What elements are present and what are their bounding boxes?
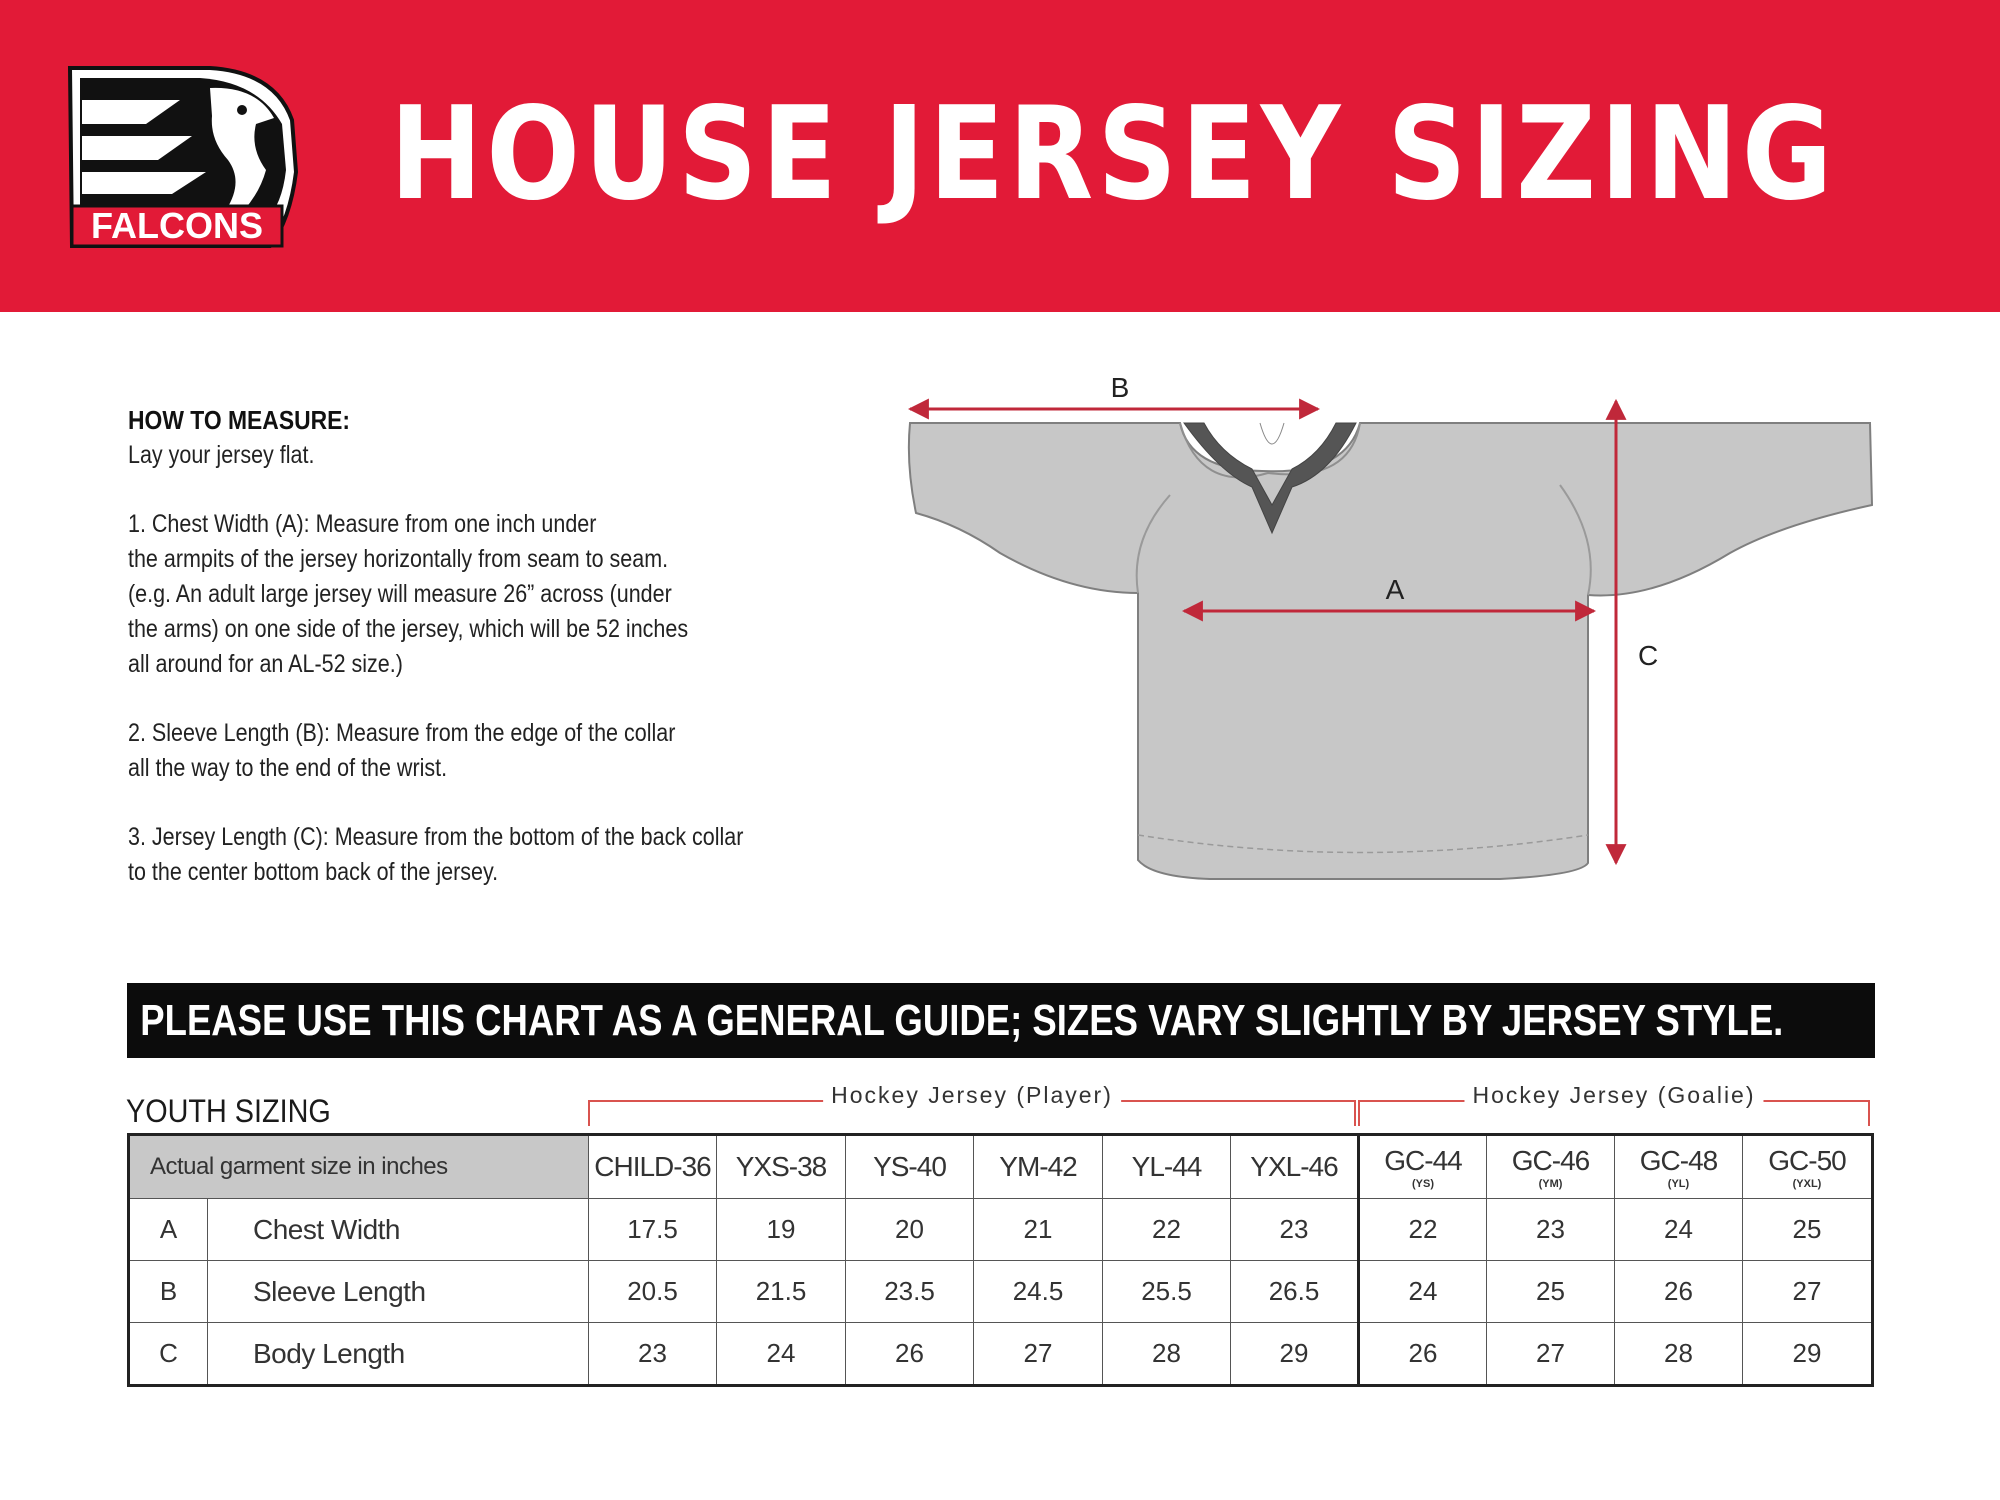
size-cell: 23.5 <box>846 1261 974 1323</box>
size-column-header: YL-44 <box>1103 1135 1231 1199</box>
size-cell: 24 <box>1615 1199 1743 1261</box>
size-column-header: YXS-38 <box>717 1135 846 1199</box>
size-cell: 20 <box>846 1199 974 1261</box>
size-column-header: GC-48 (YL) <box>1615 1135 1743 1199</box>
diagram-label-a: A <box>1385 574 1405 605</box>
size-cell: 24.5 <box>974 1261 1103 1323</box>
guide-banner-text: PLEASE USE THIS CHART AS A GENERAL GUIDE; SIZES VARY SLIGHTLY BY JERSEY STYLE. <box>140 996 1784 1045</box>
size-cell: 27 <box>1743 1261 1873 1323</box>
sleeve-instruction-line: all the way to the end of the wrist. <box>128 754 448 782</box>
row-code: A <box>129 1199 208 1261</box>
size-cell: 17.5 <box>589 1199 717 1261</box>
size-column-header: GC-44 (YS) <box>1359 1135 1487 1199</box>
chest-instruction-line: the arms) on one side of the jersey, which will be 52 inches <box>128 615 689 643</box>
measure-heading: HOW TO MEASURE: <box>128 405 351 435</box>
size-cell: 23 <box>589 1323 717 1386</box>
size-cell: 26 <box>1359 1323 1487 1386</box>
size-column-header: YM-42 <box>974 1135 1103 1199</box>
table-header-row <box>129 1135 1873 1199</box>
measure-intro: Lay your jersey flat. <box>128 441 315 469</box>
size-cell: 25.5 <box>1103 1261 1231 1323</box>
size-cell: 23 <box>1487 1199 1615 1261</box>
table-row <box>129 1323 1873 1386</box>
jersey-illustration <box>909 423 1872 879</box>
size-cell: 21.5 <box>717 1261 846 1323</box>
jersey-diagram <box>880 365 1900 895</box>
size-cell: 26.5 <box>1231 1261 1359 1323</box>
row-name: Chest Width <box>208 1199 589 1261</box>
size-column-header: YXL-46 <box>1231 1135 1359 1199</box>
chest-instruction-line: the armpits of the jersey horizontally from seam to seam. <box>128 545 669 573</box>
size-cell: 24 <box>717 1323 846 1386</box>
size-cell: 22 <box>1359 1199 1487 1261</box>
size-column-header: GC-46 (YM) <box>1487 1135 1615 1199</box>
size-cell: 24 <box>1359 1261 1487 1323</box>
measure-instructions <box>128 402 908 890</box>
size-cell: 23 <box>1231 1199 1359 1261</box>
diagram-label-b: B <box>1110 372 1130 403</box>
size-cell: 27 <box>1487 1323 1615 1386</box>
size-cell: 26 <box>1615 1261 1743 1323</box>
player-group-bracket <box>588 1082 1356 1126</box>
size-cell: 19 <box>717 1199 846 1261</box>
table-row <box>129 1261 1873 1323</box>
chest-instruction-line: all around for an AL-52 size.) <box>128 650 403 678</box>
size-cell: 26 <box>846 1323 974 1386</box>
size-cell: 29 <box>1231 1323 1359 1386</box>
size-cell: 28 <box>1615 1323 1743 1386</box>
length-instruction-line: 3. Jersey Length (C): Measure from the bottom of the back collar <box>128 823 744 851</box>
size-cell: 25 <box>1743 1199 1873 1261</box>
page-title: HOUSE JERSEY SIZING <box>390 80 1837 229</box>
size-cell: 22 <box>1103 1199 1231 1261</box>
header-banner <box>0 0 2000 312</box>
chest-instruction-line: (e.g. An adult large jersey will measure 26” across (under <box>128 580 672 608</box>
size-cell: 20.5 <box>589 1261 717 1323</box>
falcons-logo <box>60 60 300 250</box>
diagram-label-c: C <box>1638 640 1659 671</box>
row-name: Body Length <box>208 1323 589 1386</box>
size-cell: 29 <box>1743 1323 1873 1386</box>
size-column-header: CHILD-36 <box>589 1135 717 1199</box>
row-code: C <box>129 1323 208 1386</box>
size-cell: 25 <box>1487 1261 1615 1323</box>
guide-banner <box>127 983 1875 1058</box>
size-cell: 27 <box>974 1323 1103 1386</box>
table-row <box>129 1199 1873 1261</box>
goalie-group-bracket <box>1358 1082 1870 1126</box>
logo-wordmark: FALCONS <box>90 205 264 246</box>
sleeve-instruction-line: 2. Sleeve Length (B): Measure from the edge of the collar <box>128 719 676 747</box>
size-column-header: GC-50 (YXL) <box>1743 1135 1873 1199</box>
header-label-cell: Actual garment size in inches <box>129 1135 589 1199</box>
size-cell: 28 <box>1103 1323 1231 1386</box>
row-code: B <box>129 1261 208 1323</box>
size-cell: 21 <box>974 1199 1103 1261</box>
row-name: Sleeve Length <box>208 1261 589 1323</box>
youth-size-table <box>127 1133 1874 1387</box>
size-column-header: YS-40 <box>846 1135 974 1199</box>
length-instruction-line: to the center bottom back of the jersey. <box>128 858 499 886</box>
chest-instruction-line: 1. Chest Width (A): Measure from one inch under <box>128 510 597 538</box>
youth-sizing-title: YOUTH SIZING <box>126 1093 331 1129</box>
player-group-label: Hockey Jersey (Player) <box>823 1082 1121 1109</box>
goalie-group-label: Hockey Jersey (Goalie) <box>1464 1082 1763 1109</box>
